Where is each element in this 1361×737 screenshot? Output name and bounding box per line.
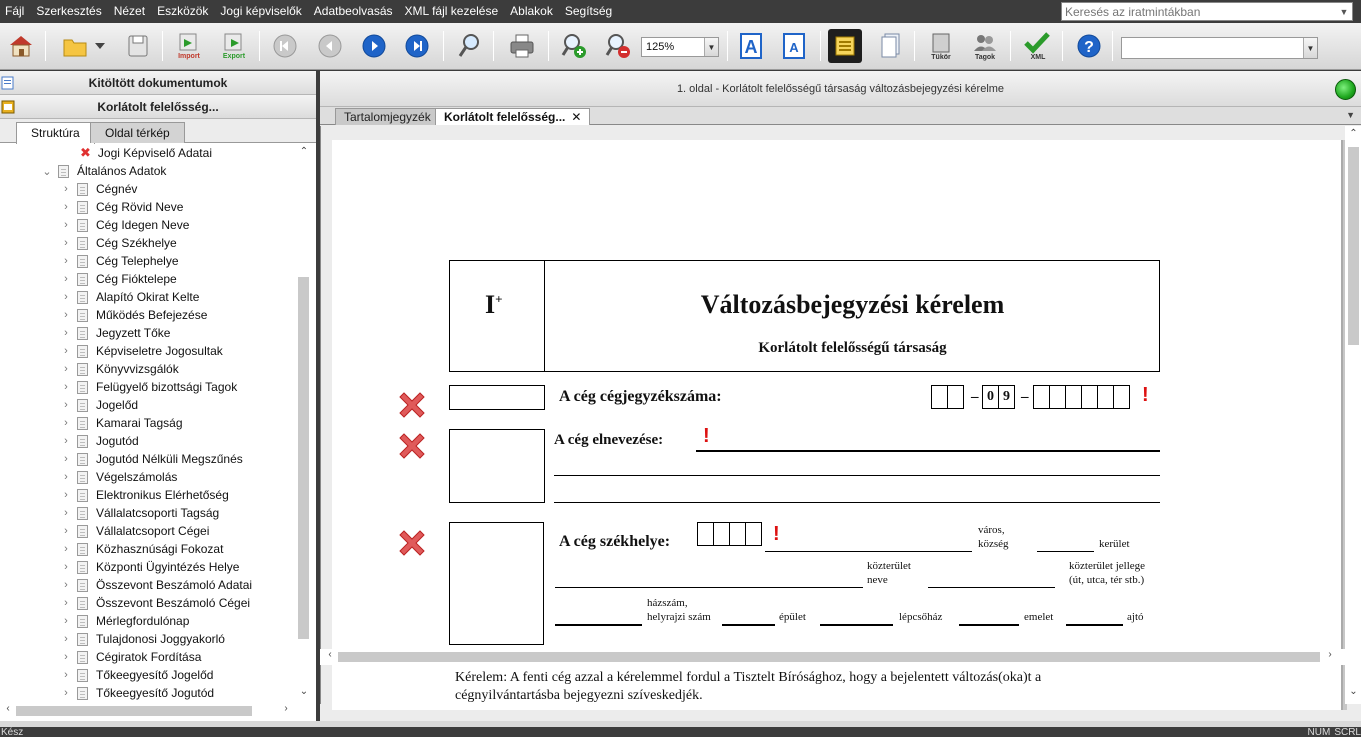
tree-item-label: Jegyzett Tőke (96, 326, 171, 340)
document-horizontal-scrollbar[interactable] (320, 649, 1361, 665)
svg-text:A: A (744, 37, 758, 57)
tree-item[interactable] (61, 234, 177, 252)
zoom-value: 125% (646, 41, 675, 53)
required-mark: ! (773, 523, 780, 545)
tree-item-label: Jogutód Nélküli Megszűnés (96, 452, 243, 466)
city-label-1: város, (978, 524, 1005, 536)
tree-item-label: Központi Ügyintézés Helye (96, 560, 240, 574)
reg-type-cells: 0 9 (983, 385, 1015, 409)
menu-windows[interactable]: Ablakok (510, 4, 553, 18)
chevron-right-icon[interactable]: › (64, 381, 68, 393)
document-icon (77, 273, 88, 286)
floor-field[interactable] (959, 624, 1019, 626)
house-number-label-1: házszám, (647, 597, 688, 609)
scroll-thumb[interactable] (16, 706, 252, 716)
street-name-field[interactable] (555, 587, 863, 588)
document-icon (77, 219, 88, 232)
tree-horizontal-scrollbar[interactable] (0, 703, 296, 719)
document-vertical-scrollbar[interactable] (1345, 126, 1361, 704)
tree-item[interactable] (61, 666, 213, 684)
menu-edit[interactable]: Szerkesztés (36, 4, 102, 18)
status-text: Kész (1, 727, 24, 737)
tree-item-label: Tőkeegyesítő Jogutód (96, 686, 215, 700)
members-icon[interactable] (968, 29, 1002, 63)
seat-side-box[interactable] (449, 522, 544, 645)
street-type-field[interactable] (928, 587, 1055, 588)
tree-group-label: Általános Adatok (77, 164, 167, 178)
database-icon[interactable] (828, 29, 862, 63)
svg-text:A: A (789, 40, 799, 55)
chevron-right-icon[interactable]: › (64, 327, 68, 339)
document-icon (77, 201, 88, 214)
tree-item-label: Végelszámolás (96, 470, 178, 484)
scroll-left-icon[interactable]: ‹ (328, 649, 332, 660)
tree-item[interactable] (61, 432, 139, 450)
tree-item[interactable] (61, 612, 189, 630)
tree-item[interactable] (61, 450, 243, 468)
menu-xml[interactable]: XML fájl kezelése (404, 4, 499, 18)
zoom-select[interactable] (641, 37, 719, 57)
chevron-right-icon[interactable]: › (64, 219, 68, 231)
chevron-right-icon[interactable]: › (64, 453, 68, 465)
document-icon (77, 453, 88, 466)
toolbar (0, 23, 1361, 70)
street-type-label-2: (út, utca, tér stb.) (1069, 574, 1145, 586)
chevron-down-icon[interactable]: ⌄ (42, 165, 52, 178)
tab-structure[interactable]: Struktúra (16, 122, 95, 144)
company-name-field[interactable] (696, 450, 1160, 452)
scroll-up-icon[interactable]: ⌃ (1349, 128, 1358, 139)
chevron-right-icon[interactable]: › (64, 615, 68, 627)
svg-text:Tagok: Tagok (974, 54, 996, 61)
document-icon (1, 100, 15, 114)
document-icon (77, 381, 88, 394)
tree-item-label: Közhasznúsági Fokozat (96, 542, 224, 556)
menu-tools[interactable]: Eszközök (157, 4, 209, 18)
company-name-line-3[interactable] (554, 502, 1160, 503)
reg-side-box[interactable] (449, 385, 545, 410)
chevron-right-icon[interactable]: › (64, 687, 68, 699)
scroll-thumb[interactable] (1348, 147, 1359, 345)
menu-view[interactable]: Nézet (113, 4, 146, 18)
chevron-right-icon[interactable]: › (64, 579, 68, 591)
chevron-right-icon[interactable]: › (64, 417, 68, 429)
tree-item-label: Cég Idegen Neve (96, 218, 190, 232)
document-icon (77, 291, 88, 304)
chevron-right-icon[interactable]: › (64, 345, 68, 357)
document-icon (77, 237, 88, 250)
tree-item-label: Tulajdonosi Joggyakorló (96, 632, 225, 646)
document-icon (77, 633, 88, 646)
save-icon[interactable] (121, 29, 155, 63)
building-field[interactable] (722, 624, 775, 626)
tree-item[interactable] (61, 180, 137, 198)
postcode-cells[interactable] (698, 522, 762, 546)
svg-text:Export: Export (222, 53, 246, 60)
city-field[interactable] (765, 551, 972, 552)
tree-item[interactable] (61, 558, 239, 576)
tree-item-label: Vállalatcsoport Cégei (96, 524, 210, 538)
document-icon (77, 345, 88, 358)
chevron-down-icon[interactable]: ▼ (1303, 38, 1317, 58)
floor-label: emelet (1024, 611, 1054, 623)
tree-item-label: Cégiratok Fordítása (96, 650, 202, 664)
toolbar-combo[interactable] (1121, 37, 1318, 59)
tree-item[interactable] (61, 648, 201, 666)
chevron-right-icon[interactable]: › (64, 489, 68, 501)
chevron-right-icon[interactable]: › (64, 399, 68, 411)
chevron-down-icon[interactable]: ▼ (704, 38, 718, 56)
search-input[interactable] (1062, 3, 1337, 20)
document-viewport (320, 126, 1361, 704)
tree-item-label: Kamarai Tagság (96, 416, 183, 430)
city-label-2: község (978, 538, 1009, 550)
form-corner-mark: I+ (485, 290, 503, 319)
required-mark: ! (703, 425, 710, 447)
document-icon (77, 597, 88, 610)
document-icon (77, 183, 88, 196)
scroll-up-icon[interactable]: ⌃ (299, 146, 309, 157)
tree-item[interactable] (61, 522, 209, 540)
chevron-right-icon[interactable]: › (64, 507, 68, 519)
district-field[interactable] (1037, 551, 1094, 552)
document-icon (77, 327, 88, 340)
tree-item[interactable] (61, 288, 199, 306)
chevron-right-icon[interactable]: › (64, 543, 68, 555)
tree-item-label: Cég Fióktelepe (96, 272, 177, 286)
document-icon (77, 561, 88, 574)
tree-item[interactable] (61, 684, 214, 702)
tree-item-label: Elektronikus Elérhetőség (96, 488, 229, 502)
document-icon (77, 579, 88, 592)
scroll-down-icon[interactable]: ⌄ (299, 686, 309, 697)
tree-item[interactable] (61, 396, 138, 414)
request-text-1: Kérelem: A fenti cég azzal a kérelemmel fordul a Tisztelt Bírósághoz, hogy a bejelentett változás(oka)t a (455, 670, 1042, 685)
tree-item[interactable] (61, 378, 237, 396)
chevron-down-icon[interactable]: ▼ (1339, 6, 1349, 17)
reg-serial-cells[interactable] (1034, 385, 1130, 409)
num-lock-indicator: NUM (1307, 727, 1331, 737)
document-icon (77, 687, 88, 700)
tab-page-map[interactable]: Oldal térkép (90, 122, 185, 143)
zoom-in-icon[interactable] (557, 29, 591, 63)
tree-item[interactable] (61, 324, 170, 342)
document-icon (77, 435, 88, 448)
tree-item-label: Jogutód (96, 434, 139, 448)
document-icon (77, 417, 88, 430)
name-side-box[interactable] (449, 429, 545, 503)
close-icon[interactable]: ✕ (571, 110, 582, 124)
tree-item-label: Összevont Beszámoló Adatai (96, 578, 253, 592)
chevron-right-icon[interactable]: › (64, 633, 68, 645)
chevron-right-icon[interactable]: › (64, 291, 68, 303)
left-panel (0, 71, 316, 721)
current-document-header[interactable] (0, 95, 316, 119)
print-icon[interactable] (505, 29, 539, 63)
document-panel (320, 71, 1361, 721)
tree-item[interactable] (61, 198, 183, 216)
scroll-thumb[interactable] (338, 652, 1320, 662)
svg-text:Import: Import (178, 53, 200, 60)
scroll-thumb[interactable] (298, 277, 309, 639)
chevron-right-icon[interactable]: › (64, 561, 68, 573)
font-bigger-icon[interactable] (734, 29, 768, 63)
building-label: épület (779, 611, 806, 623)
door-label: ajtó (1127, 611, 1144, 623)
tabs-dropdown-icon[interactable]: ▼ (1346, 110, 1355, 120)
tree-item[interactable] (61, 504, 219, 522)
chevron-right-icon[interactable]: › (64, 597, 68, 609)
export-icon[interactable] (217, 29, 251, 63)
reg-dash: – (971, 389, 979, 405)
chevron-right-icon[interactable]: › (64, 651, 68, 663)
structure-tree (0, 144, 296, 704)
tree-item-legal-rep[interactable] (80, 144, 212, 162)
tree-item-label: Működés Befejezése (96, 308, 208, 322)
chevron-right-icon[interactable]: › (64, 237, 68, 249)
staircase-label: lépcsőház (899, 611, 943, 623)
tree-item-label: Képviseletre Jogosultak (96, 344, 223, 358)
document-icon (77, 399, 88, 412)
tree-item-label: Összevont Beszámoló Cégei (96, 596, 251, 610)
folder-dropdown-icon[interactable] (92, 29, 108, 63)
tree-vertical-scrollbar[interactable] (296, 144, 312, 704)
first-page-icon[interactable] (268, 29, 302, 63)
svg-text:Tükör: Tükör (931, 54, 951, 61)
status-indicators (1308, 727, 1361, 737)
folder-icon[interactable] (58, 29, 92, 63)
filled-documents-header[interactable] (0, 71, 316, 95)
error-x-icon (396, 389, 428, 421)
tree-item[interactable] (61, 252, 179, 270)
street-name-label-1: közterület (867, 560, 911, 572)
tree-item-label: Jogelőd (96, 398, 139, 412)
menu-data-import[interactable]: Adatbeolvasás (313, 4, 393, 18)
tree-item-label: Mérlegfordulónap (96, 614, 190, 628)
document-icon (77, 489, 88, 502)
tree-item[interactable] (61, 360, 179, 378)
scroll-lock-indicator: SCRL (1334, 727, 1361, 737)
form-subtitle: Korlátolt felelősségű társaság (758, 340, 947, 356)
tree-item-label: Könyvvizsgálók (96, 362, 179, 376)
menu-legal-reps[interactable]: Jogi képviselők (220, 4, 302, 18)
reg-number-label: A cég cégjegyzékszáma: (559, 388, 722, 405)
scroll-down-icon[interactable]: ⌄ (1349, 686, 1358, 697)
tree-item-label: Tőkeegyesítő Jogelőd (96, 668, 214, 682)
required-mark: ! (1142, 384, 1149, 406)
document-icon (77, 615, 88, 628)
house-number-field[interactable] (555, 624, 642, 626)
document-list-icon (1, 76, 15, 90)
document-header (320, 71, 1361, 107)
scroll-right-icon[interactable]: › (284, 703, 288, 714)
page-title: 1. oldal - Korlátolt felelősségű társaság változásbejegyzési kérelme (676, 83, 1005, 95)
tree-item[interactable] (61, 576, 252, 594)
tab-current-document[interactable] (435, 108, 590, 125)
home-icon[interactable] (4, 29, 38, 63)
district-label: kerület (1099, 538, 1130, 550)
document-icon (77, 525, 88, 538)
document-icon (77, 363, 88, 376)
svg-text:?: ? (1084, 39, 1094, 56)
mirror-icon[interactable] (924, 29, 958, 63)
tree-item-label: Vállalatcsoporti Tagság (96, 506, 220, 520)
status-ok-icon (1335, 79, 1356, 100)
document-icon (77, 471, 88, 484)
font-smaller-icon[interactable] (777, 29, 811, 63)
tree-item[interactable] (61, 594, 250, 612)
tree-item[interactable] (61, 468, 177, 486)
filled-documents-label: Kitöltött dokumentumok (88, 75, 228, 90)
chevron-right-icon[interactable]: › (64, 255, 68, 267)
staircase-field[interactable] (820, 624, 893, 626)
chevron-right-icon[interactable]: › (64, 525, 68, 537)
tree-item-label: Cég Telephelye (96, 254, 179, 268)
chevron-right-icon[interactable]: › (64, 273, 68, 285)
door-field[interactable] (1066, 624, 1123, 626)
tree-item[interactable] (61, 270, 177, 288)
document-icon (77, 309, 88, 322)
chevron-right-icon[interactable]: › (64, 471, 68, 483)
street-name-label-2: neve (867, 574, 888, 586)
tree-item[interactable] (61, 306, 207, 324)
prev-page-icon[interactable] (313, 29, 347, 63)
next-page-icon[interactable] (357, 29, 391, 63)
xml-check-icon[interactable] (1020, 29, 1054, 63)
menu-help[interactable]: Segítség (564, 4, 613, 18)
document-icon (77, 507, 88, 520)
error-x-icon (396, 430, 428, 462)
tab-label: Korlátolt felelősség... (444, 110, 566, 124)
tree-item-label: Cég Székhelye (96, 236, 177, 250)
status-bar (0, 727, 1361, 737)
tree-item-label: Alapító Okirat Kelte (96, 290, 200, 304)
last-page-icon[interactable] (400, 29, 434, 63)
reg-dash: – (1021, 389, 1029, 405)
chevron-right-icon[interactable]: › (64, 201, 68, 213)
form-page (332, 140, 1341, 710)
form-title: Változásbejegyzési kérelem (700, 290, 1005, 319)
chevron-right-icon[interactable]: › (64, 309, 68, 321)
street-type-label-1: közterület jellege (1069, 560, 1146, 572)
tree-group-general[interactable] (42, 162, 166, 180)
tree-item-label: Jogi Képviselő Adatai (97, 146, 212, 160)
magnifier-icon[interactable] (452, 29, 486, 63)
document-tabs (320, 107, 1361, 125)
company-name-line-2[interactable] (554, 475, 1160, 476)
seat-label: A cég székhelye: (559, 533, 671, 550)
menu-file[interactable]: Fájl (5, 4, 25, 18)
scroll-right-icon[interactable]: › (1328, 649, 1332, 660)
tree-item-label: Cégnév (96, 182, 138, 196)
error-icon: ✖ (80, 145, 91, 160)
tree-item[interactable] (61, 414, 183, 432)
chevron-right-icon[interactable]: › (64, 435, 68, 447)
tab-table-of-contents[interactable]: Tartalomjegyzék (335, 108, 440, 125)
request-text-2: cégnyilvántartásba bejegyezni szíveskedjék. (455, 688, 703, 703)
document-icon (58, 165, 69, 178)
svg-text:XML: XML (1030, 54, 1046, 61)
error-x-icon (396, 527, 428, 559)
tree-item[interactable] (61, 216, 189, 234)
tree-item[interactable] (61, 540, 223, 558)
current-document-label: Korlátolt felelősség... (97, 99, 219, 114)
reg-court-cells[interactable] (932, 385, 964, 409)
document-icon (77, 669, 88, 682)
tree-item-label: Cég Rövid Neve (96, 200, 184, 214)
tree-item-label: Felügyelő bizottsági Tagok (96, 380, 238, 394)
documents-icon[interactable] (874, 29, 908, 63)
document-icon (77, 255, 88, 268)
tree-item[interactable] (61, 342, 223, 360)
tree-item[interactable] (61, 486, 229, 504)
import-icon[interactable] (172, 29, 206, 63)
chevron-right-icon[interactable]: › (64, 363, 68, 375)
company-name-label: A cég elnevezése: (554, 432, 664, 448)
tree-item[interactable] (61, 630, 225, 648)
document-icon (77, 543, 88, 556)
house-number-label-2: helyrajzi szám (647, 611, 711, 623)
scroll-left-icon[interactable]: ‹ (6, 703, 10, 714)
chevron-right-icon[interactable]: › (64, 183, 68, 195)
template-search (1061, 2, 1353, 21)
left-tabs (0, 119, 316, 143)
chevron-right-icon[interactable]: › (64, 669, 68, 681)
help-icon[interactable] (1072, 29, 1106, 63)
zoom-out-icon[interactable] (601, 29, 635, 63)
document-icon (77, 651, 88, 664)
